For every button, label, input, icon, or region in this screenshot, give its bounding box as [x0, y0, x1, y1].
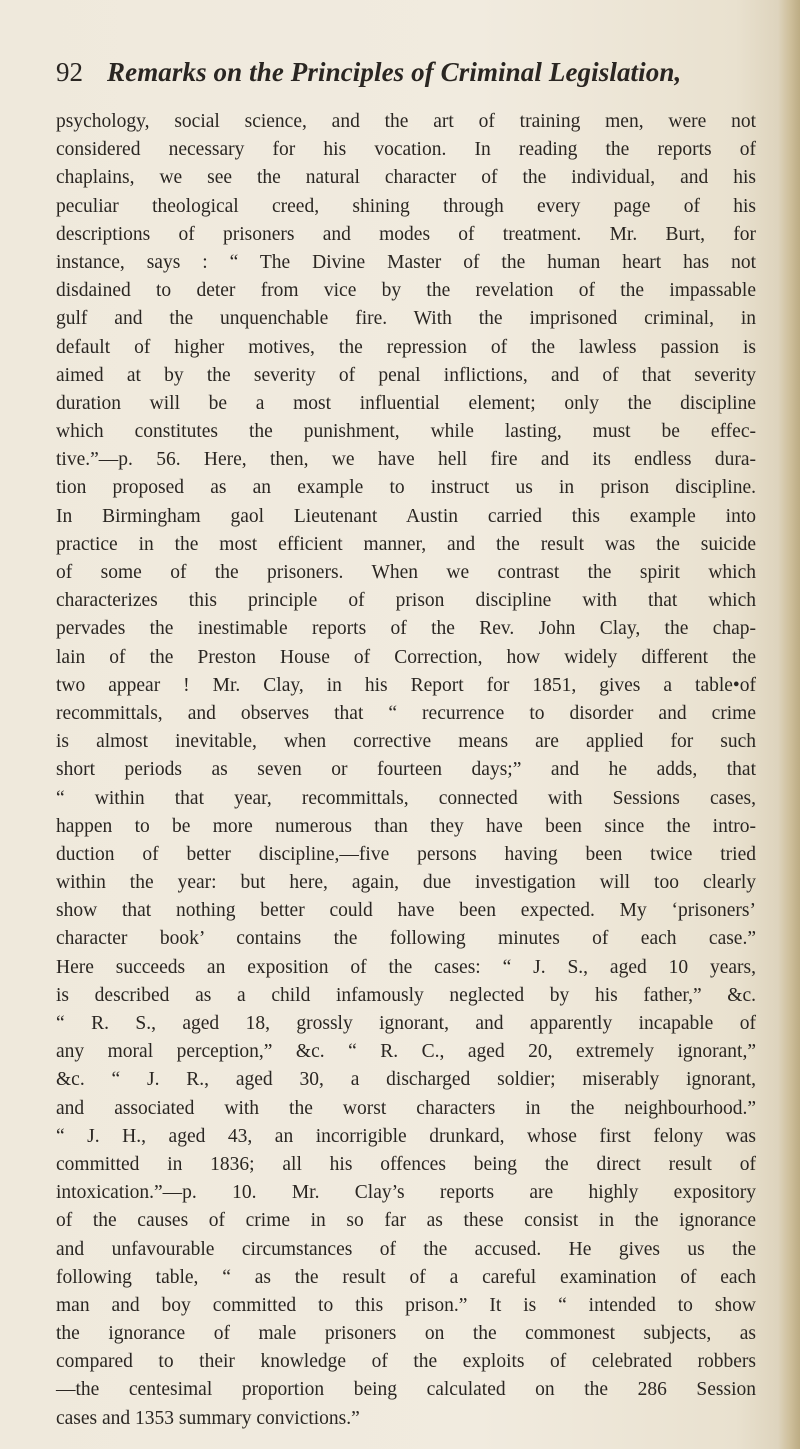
text-line: —the centesimal proportion being calculated on the 286 Session [56, 1379, 756, 1401]
text-line: “ within that year, recommittals, connected with Sessions cases, [56, 787, 756, 809]
text-line: compared to their knowledge of the exploits of celebrated robbers [56, 1351, 756, 1373]
text-line: duration will be a most influential element; only the discipline [56, 392, 756, 414]
text-line: peculiar theological creed, shining through every page of his [56, 195, 756, 217]
text-line: is almost inevitable, when corrective means are applied for such [56, 731, 756, 753]
text-line: committed in 1836; all his offences being the direct result of [56, 1153, 756, 1175]
text-line: is described as a child infamously neglected by his father,” &c. [56, 984, 756, 1006]
text-line: In Birmingham gaol Lieutenant Austin carried this example into [56, 505, 756, 527]
page-header [56, 52, 756, 92]
text-line: “ R. S., aged 18, grossly ignorant, and apparently incapable of [56, 1013, 756, 1034]
text-line: instance, says : “ The Divine Master of the human heart has not [56, 251, 756, 273]
text-line: duction of better discipline,—five persons having been twice tried [56, 843, 756, 865]
text-line: chaplains, we see the natural character of the individual, and his [56, 167, 756, 189]
text-line: the ignorance of male prisoners on the commonest subjects, as [56, 1323, 756, 1345]
page-number: 92 [56, 57, 83, 87]
text-line: within the year: but here, again, due investigation will too clearly [56, 872, 756, 894]
text-line: which constitutes the punishment, while lasting, must be effec- [56, 421, 756, 443]
page-edge-shadow [778, 0, 800, 1449]
text-line: following table, “ as the result of a careful examination of each [56, 1266, 756, 1288]
text-line: intoxication.”—p. 10. Mr. Clay’s reports are highly expository [56, 1182, 756, 1204]
text-line: Here succeeds an exposition of the cases: “ J. S., aged 10 years, [56, 956, 756, 978]
text-line: two appear ! Mr. Clay, in his Report for 1851, gives a table•of [56, 674, 756, 696]
text-line: psychology, social science, and the art of training men, were not [56, 111, 756, 132]
text-line: recommittals, and observes that “ recurrence to disorder and crime [56, 702, 756, 724]
text-line: practice in the most efficient manner, and the result was the suicide [56, 533, 756, 555]
text-line: happen to be more numerous than they have been since the intro- [56, 815, 756, 837]
text-line: tion proposed as an example to instruct us in prison discipline. [56, 477, 756, 499]
text-line: descriptions of prisoners and modes of treatment. Mr. Burt, for [56, 223, 756, 245]
body-paragraph [56, 108, 756, 1433]
text-line: characterizes this principle of prison discipline with that which [56, 590, 756, 612]
text-line: cases and 1353 summary convictions.” [56, 1407, 360, 1429]
text-line: pervades the inestimable reports of the Rev. John Clay, the chap- [56, 618, 756, 640]
text-line: and associated with the worst characters in the neighbourhood.” [56, 1097, 756, 1119]
text-line: and unfavourable circumstances of the accused. He gives us the [56, 1238, 756, 1260]
text-line: of some of the prisoners. When we contrast the spirit which [56, 562, 756, 583]
text-line: gulf and the unquenchable fire. With the imprisoned criminal, in [56, 308, 756, 330]
text-line: lain of the Preston House of Correction, how widely different the [56, 646, 756, 668]
text-line: disdained to deter from vice by the revelation of the impassable [56, 280, 756, 302]
text-line: aimed at by the severity of penal inflictions, and of that severity [56, 364, 756, 386]
text-line: tive.”—p. 56. Here, then, we have hell fire and its endless dura- [56, 449, 756, 471]
text-line: man and boy committed to this prison.” It is “ intended to show [56, 1294, 756, 1316]
text-line: show that nothing better could have been expected. My ‘prisoners’ [56, 900, 756, 922]
text-line: default of higher motives, the repression of the lawless passion is [56, 336, 756, 358]
text-line: character book’ contains the following minutes of each case.” [56, 928, 756, 950]
text-line: of the causes of crime in so far as these consist in the ignorance [56, 1210, 756, 1232]
text-line: &c. “ J. R., aged 30, a discharged soldier; miserably ignorant, [56, 1069, 756, 1091]
text-line: considered necessary for his vocation. In reading the reports of [56, 139, 756, 161]
text-line: short periods as seven or fourteen days;” and he adds, that [56, 759, 756, 781]
text-line: any moral perception,” &c. “ R. C., aged 20, extremely ignorant,” [56, 1041, 756, 1063]
text-line: “ J. H., aged 43, an incorrigible drunkard, whose first felony was [56, 1125, 756, 1147]
running-head: Remarks on the Principles of Criminal Legislation, [107, 57, 682, 87]
